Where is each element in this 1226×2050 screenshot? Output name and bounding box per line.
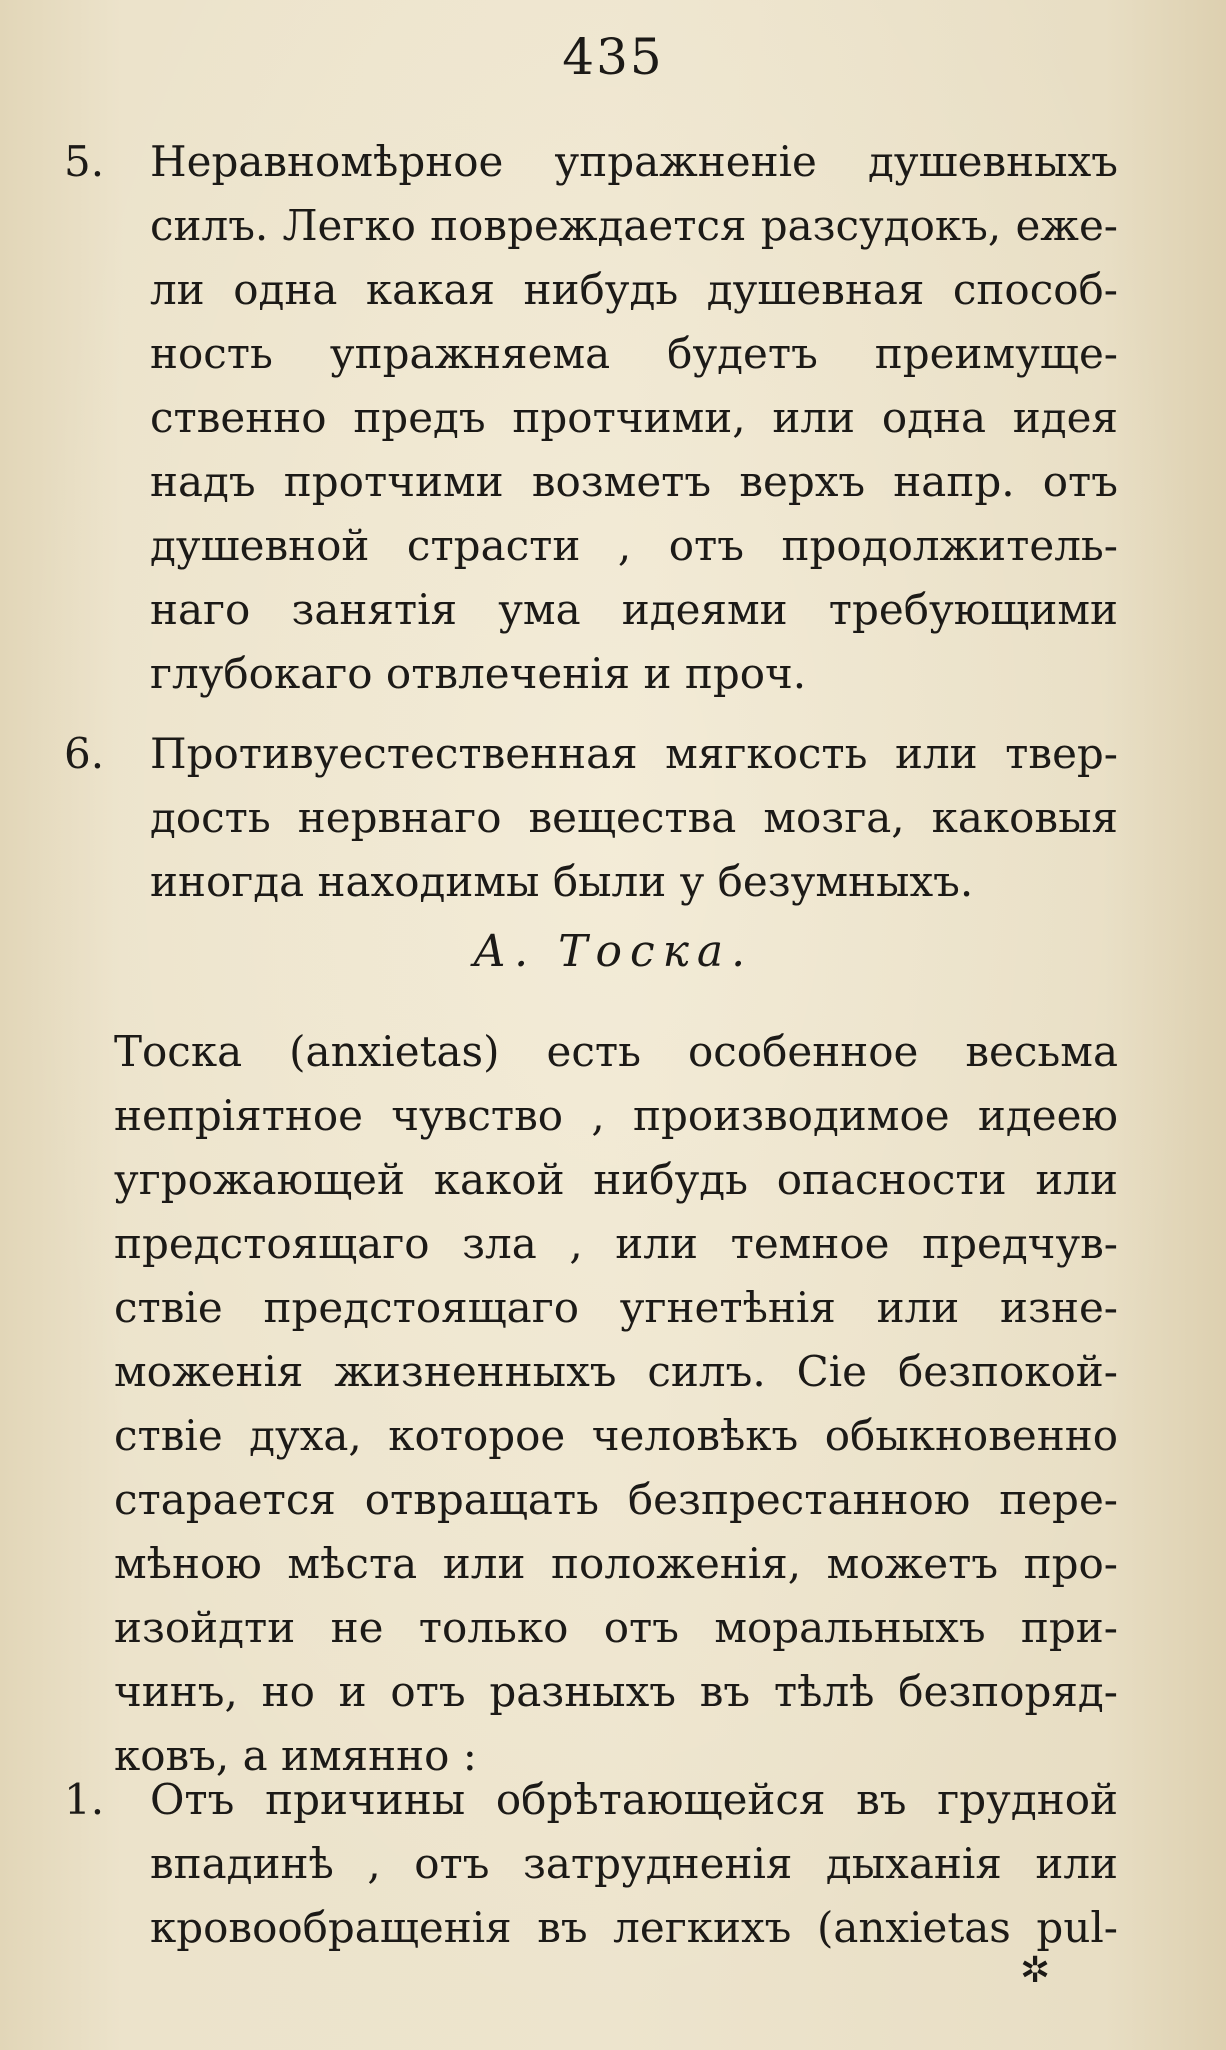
text-line: чинъ, но и отъ разныхъ въ тѣлѣ безпоряд- — [114, 1667, 1118, 1716]
text-line: силъ. Легко повреждается разсудокъ, еже- — [150, 201, 1118, 250]
text-line: моженія жизненныхъ силъ. Сіе безпокой- — [114, 1347, 1118, 1396]
text-line: кровообращенія въ легкихъ (anxietas pul- — [150, 1903, 1118, 1952]
text-line: мѣною мѣста или положенія, можетъ про- — [114, 1539, 1118, 1588]
text-line: непріятное чувство , производимое идеею — [114, 1091, 1118, 1140]
text-line: предстоящаго зла , или темное предчув- — [114, 1219, 1118, 1268]
page-number: 435 — [562, 28, 664, 86]
text-line: Тоска (anxietas) есть особенное весьма — [114, 1027, 1118, 1076]
text-line: старается отвращать безпрестанною пере- — [114, 1475, 1118, 1524]
text-line: ствіе духа, которое человѣкъ обыкновенно — [114, 1411, 1118, 1460]
text-line: Отъ причины обрѣтающейся въ грудной — [150, 1775, 1118, 1824]
text-line: дость нервнаго вещества мозга, каковыя — [150, 793, 1118, 842]
text-line: наго занятія ума идеями требующими — [150, 585, 1118, 634]
text-line: впадинѣ , отъ затрудненія дыханія или — [150, 1839, 1118, 1888]
text-line: иногда находимы были у безумныхъ. — [150, 857, 974, 906]
text-line: Противуестественная мягкость или твер- — [150, 729, 1118, 778]
text-line: угрожающей какой нибудь опасности или — [114, 1155, 1118, 1204]
text-line: Неравномѣрное упражненіе душевныхъ — [150, 137, 1118, 186]
text-line: ственно предъ протчими, или одна идея — [150, 393, 1118, 442]
catchword-mark: ✲ — [1020, 1950, 1051, 1991]
text-line: ность упражняема будетъ преимуще- — [150, 329, 1118, 378]
item-number: 5. — [64, 137, 105, 186]
text-line: изойдти не только отъ моральныхъ при- — [114, 1603, 1118, 1652]
text-line: глубокаго отвлеченія и проч. — [150, 649, 807, 698]
text-line: душевной страсти , отъ продолжитель- — [150, 521, 1118, 570]
item-number: 6. — [64, 729, 105, 778]
text-line: надъ протчими возметъ верхъ напр. отъ — [150, 457, 1118, 506]
text-line: ковъ, а имянно : — [114, 1731, 477, 1780]
item-number: 1. — [64, 1775, 105, 1824]
text-line: ствіе предстоящаго угнетѣнія или изне- — [114, 1283, 1118, 1332]
section-heading: А. Тоска. — [472, 926, 754, 977]
text-line: ли одна какая нибудь душевная способ- — [150, 265, 1118, 314]
